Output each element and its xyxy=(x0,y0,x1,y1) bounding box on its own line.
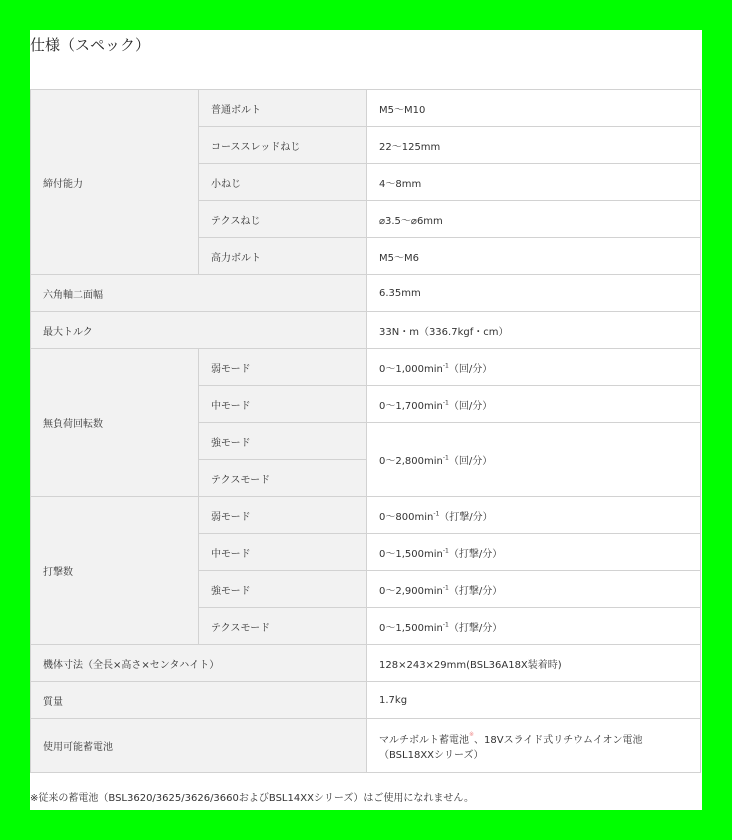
value-text: M5～M10 xyxy=(379,104,426,116)
spec-value xyxy=(367,571,701,608)
spec-value xyxy=(367,90,701,127)
note-mark: ※ xyxy=(469,730,475,738)
spec-sublabel: テクスモード xyxy=(199,460,367,497)
spec-label: 最大トルク xyxy=(31,312,367,349)
spec-sublabel: 高力ボルト xyxy=(199,238,367,275)
spec-sublabel: 小ねじ xyxy=(199,164,367,201)
spec-value xyxy=(367,423,701,497)
spec-row xyxy=(31,719,701,773)
spec-sublabel: 中モード xyxy=(199,386,367,423)
value-superscript: -1 xyxy=(442,362,449,370)
value-text: 0～800min xyxy=(379,511,434,523)
spec-value xyxy=(367,608,701,645)
value-suffix: （打撃/分） xyxy=(448,585,503,597)
value-line2: （BSL18XXシリーズ） xyxy=(379,749,484,761)
spec-value xyxy=(367,645,701,682)
value-suffix: （打撃/分） xyxy=(439,511,493,523)
spec-value xyxy=(367,719,701,773)
spec-label: 使用可能蓄電池 xyxy=(31,719,367,773)
value-text: M5～M6 xyxy=(379,252,419,264)
value-text: 6.35mm xyxy=(379,287,421,299)
spec-row xyxy=(31,312,701,349)
spec-value xyxy=(367,164,701,201)
spec-row xyxy=(31,349,701,386)
spec-label: 無負荷回転数 xyxy=(31,349,199,497)
value-text: 0～1,000min xyxy=(379,363,443,375)
value-text: 4～8mm xyxy=(379,178,422,190)
spec-value xyxy=(367,386,701,423)
spec-value xyxy=(367,682,701,719)
value-superscript: -1 xyxy=(442,454,449,462)
value-suffix: （回/分） xyxy=(448,456,493,467)
spec-label: 六角軸二面幅 xyxy=(31,275,367,312)
spec-sublabel: コーススレッドねじ xyxy=(199,127,367,164)
value-suffix: （打撃/分） xyxy=(448,548,503,560)
spec-label: 機体寸法（全長×高さ×センタハイト） xyxy=(31,645,367,682)
spec-value xyxy=(367,238,701,275)
section-title: 仕様（スペック） xyxy=(30,36,151,54)
value-text: 33N・m（336.7kgf・cm） xyxy=(379,326,509,338)
spec-label: 打撃数 xyxy=(31,497,199,645)
spec-label: 質量 xyxy=(31,682,367,719)
value-superscript: -1 xyxy=(442,584,449,592)
value-text: 128×243×29mm(BSL36A18X装着時) xyxy=(379,659,562,671)
spec-sublabel: 強モード xyxy=(199,571,367,608)
spec-row xyxy=(31,497,701,534)
value-suffix: （回/分） xyxy=(448,400,493,412)
spec-sublabel: 弱モード xyxy=(199,497,367,534)
value-text: 0～1,700min xyxy=(379,400,443,412)
spec-table xyxy=(30,89,701,773)
value-text: 22～125mm xyxy=(379,141,441,153)
value-superscript: -1 xyxy=(442,621,449,629)
spec-row xyxy=(31,645,701,682)
value-text: 0～1,500min xyxy=(379,622,443,634)
value-superscript: -1 xyxy=(442,547,449,555)
value-text: ⌀3.5～⌀6mm xyxy=(379,215,443,227)
value-text: 0～1,500min xyxy=(379,548,443,560)
spec-value xyxy=(367,497,701,534)
value-superscript: -1 xyxy=(433,510,440,518)
footnote: ※従来の蓄電池（BSL3620/3625/3626/3660およびBSL14XXシリーズ）はご使用になれません。 xyxy=(30,793,475,804)
value-suffix: （回/分） xyxy=(448,363,493,375)
spec-sublabel: 普通ボルト xyxy=(199,90,367,127)
spec-label: 締付能力 xyxy=(31,90,199,275)
spec-value xyxy=(367,534,701,571)
spec-value xyxy=(367,312,701,349)
spec-value xyxy=(367,127,701,164)
value-text: マルチボルト蓄電池 xyxy=(379,734,469,746)
spec-value xyxy=(367,275,701,312)
spec-sublabel: 強モード xyxy=(199,423,367,460)
spec-sublabel: テクスねじ xyxy=(199,201,367,238)
spec-row xyxy=(31,275,701,312)
value-suffix: 、18Vスライド式リチウムイオン電池 xyxy=(474,734,643,746)
spec-value xyxy=(367,349,701,386)
spec-row xyxy=(31,90,701,127)
spec-section xyxy=(30,30,702,810)
value-text: 0～2,900min xyxy=(379,585,443,597)
spec-row xyxy=(31,682,701,719)
spec-sublabel: 中モード xyxy=(199,534,367,571)
spec-sublabel: 弱モード xyxy=(199,349,367,386)
spec-value xyxy=(367,201,701,238)
spec-sublabel: テクスモード xyxy=(199,608,367,645)
value-superscript: -1 xyxy=(442,399,449,407)
value-text: 1.7kg xyxy=(379,694,408,706)
value-text: 0～2,800min xyxy=(379,456,443,467)
value-suffix: （打撃/分） xyxy=(448,622,503,634)
